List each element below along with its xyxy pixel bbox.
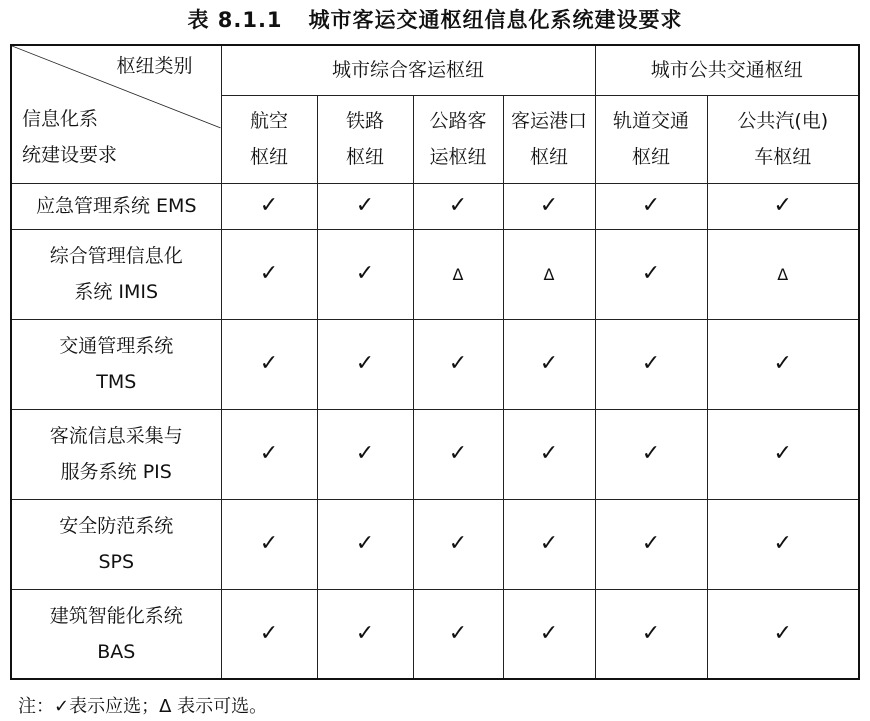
check-mark: ✓ xyxy=(355,351,375,376)
check-mark: ✓ xyxy=(539,441,559,466)
check-cell xyxy=(221,499,317,589)
check-mark: ✓ xyxy=(259,620,279,646)
corner-header-cell xyxy=(11,45,221,183)
check-cell xyxy=(707,589,859,679)
check-cell xyxy=(707,183,859,229)
check-mark: ✓ xyxy=(641,193,661,218)
check-cell xyxy=(595,409,707,499)
table-number: 表 8.1.1 xyxy=(187,8,283,32)
row-label: 综合管理信息化 系统 IMIS xyxy=(11,229,221,319)
check-cell xyxy=(221,183,317,229)
requirements-table xyxy=(10,44,860,680)
check-mark: ✓ xyxy=(641,441,661,466)
corner-label-hub-category: 枢纽类别 xyxy=(116,55,193,77)
check-mark: ✓ xyxy=(773,441,792,466)
check-mark: ✓ xyxy=(259,531,279,556)
check-mark: ✓ xyxy=(773,620,792,646)
optional-mark: Δ xyxy=(543,265,555,284)
check-mark: ✓ xyxy=(259,351,279,376)
check-cell xyxy=(707,499,859,589)
corner-label-line2: 统建设要求 xyxy=(22,143,118,166)
table-title-text: 城市客运交通枢纽信息化系统建设要求 xyxy=(308,8,683,32)
column-header: 铁路 枢纽 xyxy=(317,95,413,183)
table-footnote: 注：✓表示应选；Δ 表示可选。 xyxy=(18,696,268,717)
check-cell xyxy=(413,499,503,589)
table-row xyxy=(11,319,859,409)
check-cell xyxy=(413,183,503,229)
check-cell xyxy=(317,589,413,679)
check-mark: ✓ xyxy=(448,620,468,646)
check-cell xyxy=(503,183,595,229)
check-cell xyxy=(221,409,317,499)
check-cell xyxy=(503,499,595,589)
check-cell xyxy=(503,409,595,499)
check-mark: ✓ xyxy=(355,531,375,556)
check-cell xyxy=(413,409,503,499)
check-mark: ✓ xyxy=(773,351,792,376)
check-mark: ✓ xyxy=(641,351,661,376)
check-mark: ✓ xyxy=(539,193,559,218)
check-mark: ✓ xyxy=(355,193,375,218)
row-label: 应急管理系统 EMS xyxy=(11,183,221,229)
check-cell xyxy=(221,229,317,319)
check-mark: ✓ xyxy=(355,441,375,466)
check-mark: ✓ xyxy=(773,531,792,556)
check-mark: ✓ xyxy=(259,441,279,466)
optional-mark: Δ xyxy=(777,265,789,284)
check-mark: ✓ xyxy=(773,193,792,218)
check-mark: ✓ xyxy=(355,620,375,646)
table-row xyxy=(11,499,859,589)
check-cell xyxy=(707,319,859,409)
row-label: 客流信息采集与 服务系统 PIS xyxy=(11,409,221,499)
group-header-integrated: 城市综合客运枢纽 xyxy=(221,45,595,95)
check-mark: ✓ xyxy=(641,531,661,556)
check-cell xyxy=(595,499,707,589)
check-mark: ✓ xyxy=(539,620,559,646)
column-header: 客运港口 枢纽 xyxy=(503,95,595,183)
table-row xyxy=(11,183,859,229)
check-cell xyxy=(317,183,413,229)
group-header-public: 城市公共交通枢纽 xyxy=(595,45,859,95)
table-row xyxy=(11,589,859,679)
corner-label-line1: 信息化系 xyxy=(22,107,99,130)
check-mark: ✓ xyxy=(641,261,661,286)
check-cell xyxy=(221,319,317,409)
optional-mark: Δ xyxy=(452,265,464,284)
check-cell xyxy=(413,229,503,319)
check-cell xyxy=(503,319,595,409)
check-cell xyxy=(413,319,503,409)
table-title xyxy=(0,4,870,34)
check-cell xyxy=(503,229,595,319)
check-cell xyxy=(317,409,413,499)
check-mark: ✓ xyxy=(539,531,559,556)
check-mark: ✓ xyxy=(259,193,279,218)
check-mark: ✓ xyxy=(448,531,468,556)
check-cell xyxy=(317,229,413,319)
check-cell xyxy=(503,589,595,679)
row-label: 安全防范系统 SPS xyxy=(11,499,221,589)
column-header: 航空 枢纽 xyxy=(221,95,317,183)
check-cell xyxy=(221,589,317,679)
check-cell xyxy=(595,319,707,409)
check-cell xyxy=(595,229,707,319)
check-cell xyxy=(595,589,707,679)
check-mark: ✓ xyxy=(448,351,468,376)
check-cell xyxy=(413,589,503,679)
check-cell xyxy=(317,319,413,409)
check-cell xyxy=(317,499,413,589)
column-header: 公共汽(电) 车枢纽 xyxy=(707,95,859,183)
row-label: 建筑智能化系统 BAS xyxy=(11,589,221,679)
check-cell xyxy=(707,409,859,499)
header-row-groups xyxy=(11,45,859,95)
check-mark: ✓ xyxy=(539,351,559,376)
table-row xyxy=(11,409,859,499)
column-header: 轨道交通 枢纽 xyxy=(595,95,707,183)
check-mark: ✓ xyxy=(448,441,468,466)
check-cell xyxy=(707,229,859,319)
check-cell xyxy=(595,183,707,229)
column-header: 公路客 运枢纽 xyxy=(413,95,503,183)
corner-label-requirements xyxy=(22,101,117,173)
row-label: 交通管理系统 TMS xyxy=(11,319,221,409)
table-row xyxy=(11,229,859,319)
check-mark: ✓ xyxy=(355,261,375,286)
check-mark: ✓ xyxy=(259,261,279,286)
check-mark: ✓ xyxy=(448,193,468,218)
check-mark: ✓ xyxy=(641,620,661,646)
